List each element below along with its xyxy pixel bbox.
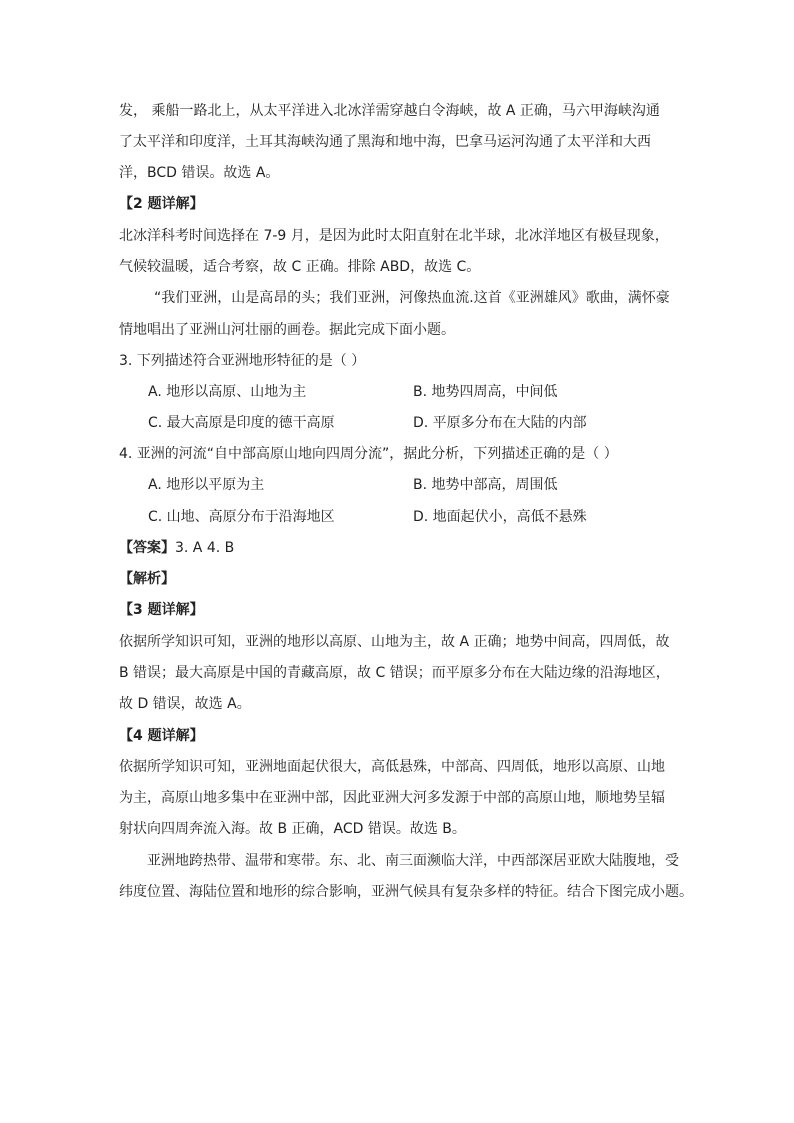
- paragraph-line: B 错误；最大高原是中国的青藏高原，故 C 错误；而平原多分布在大陆边缘的沿海地区，: [119, 665, 670, 681]
- paragraph-line: 情地唱出了亚洲山河壮丽的画卷。据此完成下面小题。: [119, 322, 455, 338]
- section-heading-q3: 【3 题详解】: [119, 602, 204, 618]
- section-heading-q2: 【2 题详解】: [119, 196, 204, 212]
- q4-option-b: B. 地势中部高，周围低: [413, 477, 558, 493]
- paragraph-line: 故 D 错误，故选 A。: [119, 696, 251, 712]
- q4-option-d: D. 地面起伏小，高低不悬殊: [413, 509, 587, 525]
- q3-option-c: C. 最大高原是印度的德干高原: [148, 415, 335, 431]
- q4-option-c: C. 山地、高原分布于沿海地区: [148, 509, 335, 525]
- paragraph-line: 气候较温暖，适合考察，故 C 正确。排除 ABD，故选 C。: [119, 259, 481, 275]
- section-heading-q4: 【4 题详解】: [119, 728, 204, 744]
- answer-line: [119, 538, 234, 558]
- paragraph-line: 了太平洋和印度洋，土耳其海峡沟通了黑海和地中海，巴拿马运河沟通了太平洋和大西: [119, 134, 651, 150]
- q4-option-a: A. 地形以平原为主: [148, 477, 265, 493]
- paragraph-line: 为主，高原山地多集中在亚洲中部，因此亚洲大河多发源于中部的高原山地，顺地势呈辐: [119, 790, 665, 806]
- answer-text: 3. A 4. B: [175, 540, 235, 556]
- paragraph-line: 北冰洋科考时间选择在 7-9 月，是因为此时太阳直射在北半球，北冰洋地区有极昼现象，: [119, 228, 669, 244]
- paragraph-line: 纬度位置、海陆位置和地形的综合影响，亚洲气候具有复杂多样的特征。结合下图完成小题。: [119, 884, 693, 900]
- paragraph-line: 依据所学知识可知，亚洲的地形以高原、山地为主，故 A 正确；地势中间高，四周低，故: [119, 634, 670, 650]
- answer-label: 【答案】: [119, 540, 175, 556]
- paragraph-line: 洋，BCD 错误。故选 A。: [119, 165, 280, 181]
- paragraph-line: 射状向四周奔流入海。故 B 正确，ACD 错误。故选 B。: [119, 821, 466, 837]
- analysis-heading: 【解析】: [119, 571, 175, 587]
- question-3: 3. 下列描述符合亚洲地形特征的是（ ）: [119, 353, 366, 369]
- q3-option-a: A. 地形以高原、山地为主: [148, 384, 307, 400]
- paragraph-line: 发， 乘船一路北上，从太平洋进入北冰洋需穿越白令海峡，故 A 正确，马六甲海峡沟通: [119, 103, 660, 119]
- paragraph-line: “我们亚洲，山是高昂的头；我们亚洲，河像热血流.这首《亚洲雄风》歌曲，满怀豪: [154, 290, 670, 306]
- paragraph-line: 依据所学知识可知，亚洲地面起伏很大，高低悬殊，中部高、四周低，地形以高原、山地: [119, 759, 665, 775]
- paragraph-line: 亚洲地跨热带、温带和寒带。东、北、南三面濒临大洋，中西部深居亚欧大陆腹地，受: [147, 853, 679, 869]
- q3-option-d: D. 平原多分布在大陆的内部: [413, 415, 587, 431]
- question-4: 4. 亚洲的河流“自中部高原山地向四周分流”，据此分析，下列描述正确的是（ ）: [119, 446, 618, 462]
- q3-option-b: B. 地势四周高，中间低: [413, 384, 558, 400]
